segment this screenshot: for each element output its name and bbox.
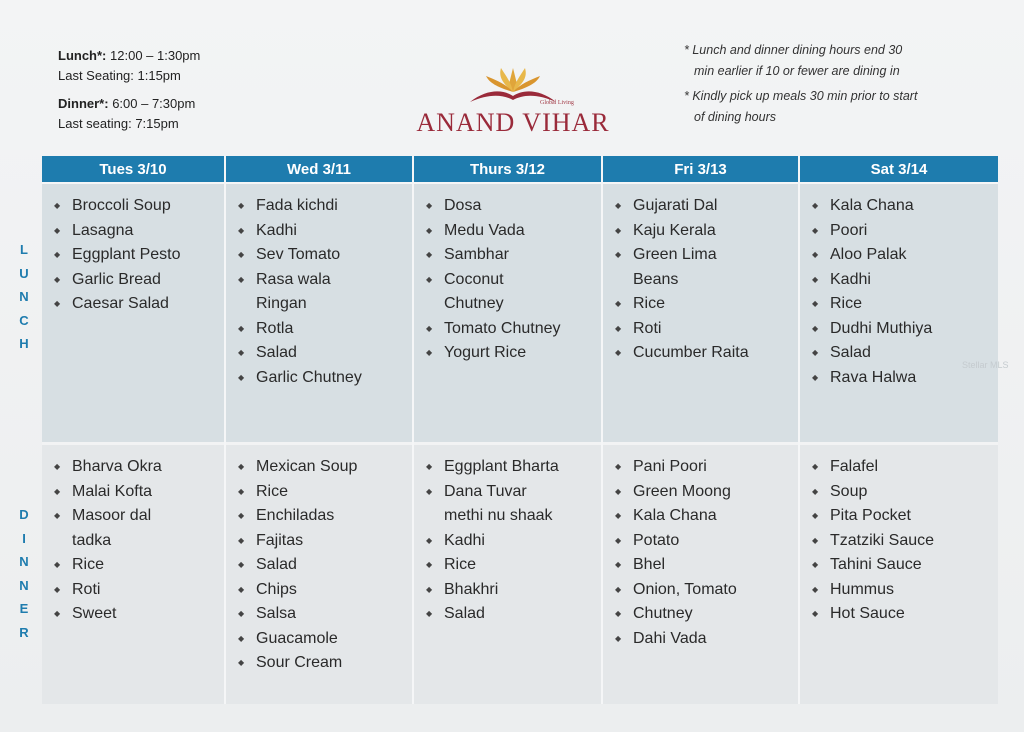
menu-item: ◆ Sweet	[52, 602, 218, 627]
anand-vihar-logo	[408, 62, 618, 142]
menu-item: ◆ Eggplant Bharta	[424, 455, 595, 480]
menu-item: ◆ Rice	[236, 480, 406, 505]
day-header: Thurs 3/12	[414, 156, 601, 184]
lunch-menu-cell	[603, 184, 798, 442]
menu-item: ◆ Lasagna	[52, 219, 218, 244]
menu-item: ◆ Medu Vada	[424, 219, 595, 244]
menu-item: ◆ Enchiladas	[236, 504, 406, 529]
lunch-hours-label: Lunch*:	[58, 48, 107, 63]
menu-item: ◆ Fada kichdi	[236, 194, 406, 219]
menu-item: ◆ Rice	[613, 292, 792, 317]
menu-item-continuation: methi nu shaak	[444, 507, 553, 524]
dinner-menu-list	[613, 455, 792, 651]
menu-item: ◆ Sour Cream	[236, 651, 406, 676]
menu-item: ◆ Yogurt Rice	[424, 341, 595, 366]
menu-item: ◆ Rava Halwa	[810, 366, 992, 391]
menu-item: ◆ Salad	[236, 341, 406, 366]
lunch-hours-time: 12:00 – 1:30pm	[110, 48, 201, 63]
note-2-line-2: of dining hours	[694, 110, 777, 124]
menu-item: ◆ Tzatziki Sauce	[810, 529, 992, 554]
menu-item: ◆ Dahi Vada	[613, 627, 792, 652]
menu-item: ◆ Rice	[52, 553, 218, 578]
menu-item-continuation: Beans	[633, 270, 679, 288]
menu-item: ◆ Chutney	[613, 602, 792, 627]
note-2-line-1: * Kindly pick up meals 30 min prior to start	[684, 89, 918, 103]
lunch-last-seating: Last Seating: 1:15pm	[58, 68, 181, 83]
dining-notes	[684, 40, 1004, 132]
logo-wordmark: ANAND VIHAR	[416, 108, 610, 137]
menu-item: ◆ Bhel	[613, 553, 792, 578]
lunch-menu-cell	[414, 184, 601, 442]
menu-item: ◆ Sambhar	[424, 243, 595, 268]
dinner-menu-list	[810, 455, 992, 627]
lunch-menu-list	[613, 194, 792, 366]
dinner-letter: N	[19, 577, 29, 593]
dinner-letter: I	[22, 530, 26, 546]
day-header: Sat 3/14	[800, 156, 998, 184]
dinner-menu-cell	[42, 442, 224, 704]
lunch-menu-cell	[42, 184, 224, 442]
menu-item: ◆ Potato	[613, 529, 792, 554]
menu-item: ◆ Guacamole	[236, 627, 406, 652]
menu-item: ◆ Rice	[810, 292, 992, 317]
menu-item: ◆ Kala Chana	[613, 504, 792, 529]
lunch-menu-cell	[226, 184, 412, 442]
menu-item: ◆ Malai Kofta	[52, 480, 218, 505]
note-1-line-2: min earlier if 10 or fewer are dining in	[694, 64, 900, 78]
menu-item: ◆ Eggplant Pesto	[52, 243, 218, 268]
dinner-last-seating: Last seating: 7:15pm	[58, 116, 179, 131]
menu-item: ◆ Kala Chana	[810, 194, 992, 219]
menu-item: ◆ Pita Pocket	[810, 504, 992, 529]
menu-item: ◆ Gujarati Dal	[613, 194, 792, 219]
menu-item: ◆ Green Moong	[613, 480, 792, 505]
lunch-letter: H	[19, 336, 29, 351]
menu-item-continuation: tadka	[72, 531, 112, 549]
menu-item: ◆ Onion, Tomato	[613, 578, 792, 603]
menu-item: ◆ Coconut	[424, 268, 595, 293]
menu-item: ◆ Salad	[810, 341, 992, 366]
dinner-menu-list	[236, 455, 406, 676]
day-header: Fri 3/13	[603, 156, 798, 184]
dinner-letter: E	[19, 601, 29, 616]
lunch-menu-list	[236, 194, 406, 390]
menu-item: ◆ Rotla	[236, 317, 406, 342]
dinner-menu-cell	[603, 442, 798, 704]
dinner-letter: R	[19, 624, 29, 640]
lunch-letter: U	[19, 265, 29, 281]
menu-item-continuation: Chutney	[444, 295, 504, 312]
dinner-menu-list	[424, 455, 595, 627]
menu-item: ◆ Soup	[810, 480, 992, 505]
menu-item: ◆ Garlic Chutney	[236, 366, 406, 391]
lunch-menu-cell	[800, 184, 998, 442]
menu-item: ◆ Dudhi Muthiya	[810, 317, 992, 342]
dinner-menu-cell	[414, 442, 601, 704]
menu-item: ◆ Falafel	[810, 455, 992, 480]
menu-item: ◆ Fajitas	[236, 529, 406, 554]
menu-item: ◆ Garlic Bread	[52, 268, 218, 293]
menu-item: ◆ Mexican Soup	[236, 455, 406, 480]
dinner-letter: N	[19, 554, 29, 569]
menu-item: ◆ Salsa	[236, 602, 406, 627]
lunch-letter: N	[19, 289, 29, 304]
dinner-menu-list	[52, 455, 218, 627]
menu-item: ◆ Kaju Kerala	[613, 219, 792, 244]
menu-item: ◆ Caesar Salad	[52, 292, 218, 317]
menu-item: ◆ Chips	[236, 578, 406, 603]
menu-item: ◆ Dana Tuvar	[424, 480, 595, 505]
menu-item: ◆ Poori	[810, 219, 992, 244]
dinner-menu-cell	[800, 442, 998, 704]
menu-item: ◆ Tomato Chutney	[424, 317, 595, 342]
menu-item: ◆ Hot Sauce	[810, 602, 992, 627]
menu-item: ◆ Kadhi	[424, 529, 595, 554]
menu-table	[42, 156, 994, 704]
menu-item: ◆ Salad	[236, 553, 406, 578]
menu-item: ◆ Rice	[424, 553, 595, 578]
menu-item: ◆ Sev Tomato	[236, 243, 406, 268]
dinner-letter: D	[19, 507, 29, 522]
dinner-hours-time: 6:00 – 7:30pm	[112, 96, 196, 111]
lunch-menu-list	[52, 194, 218, 317]
logo-tagline: Global Living	[540, 100, 574, 106]
menu-item: ◆ Pani Poori	[613, 455, 792, 480]
lunch-side-label	[18, 238, 30, 356]
menu-item: ◆ Tahini Sauce	[810, 553, 992, 578]
menu-item: ◆ Dosa	[424, 194, 595, 219]
menu-item: ◆ Masoor dal	[52, 504, 218, 529]
menu-item: ◆ Bhakhri	[424, 578, 595, 603]
menu-item-continuation: Ringan	[256, 295, 307, 312]
menu-item: ◆ Aloo Palak	[810, 243, 992, 268]
menu-item: ◆ Roti	[613, 317, 792, 342]
lunch-letter: C	[19, 312, 29, 328]
menu-item: ◆ Broccoli Soup	[52, 194, 218, 219]
menu-item: ◆ Bharva Okra	[52, 455, 218, 480]
dinner-side-label	[18, 503, 30, 644]
dining-hours	[58, 46, 200, 134]
menu-item: ◆ Salad	[424, 602, 595, 627]
menu-item: ◆ Hummus	[810, 578, 992, 603]
day-header: Tues 3/10	[42, 156, 224, 184]
watermark: Stellar MLS	[962, 360, 1009, 370]
lunch-menu-list	[424, 194, 595, 366]
menu-item: ◆ Roti	[52, 578, 218, 603]
note-1-line-1: * Lunch and dinner dining hours end 30	[684, 43, 903, 57]
menu-item: ◆ Rasa wala	[236, 268, 406, 293]
menu-item: ◆ Kadhi	[236, 219, 406, 244]
menu-item: ◆ Green Lima	[613, 243, 792, 268]
day-header: Wed 3/11	[226, 156, 412, 184]
dinner-hours-label: Dinner*:	[58, 96, 109, 111]
menu-item: ◆ Kadhi	[810, 268, 992, 293]
lunch-letter: L	[20, 242, 28, 257]
dinner-menu-cell	[226, 442, 412, 704]
menu-item: ◆ Cucumber Raita	[613, 341, 792, 366]
